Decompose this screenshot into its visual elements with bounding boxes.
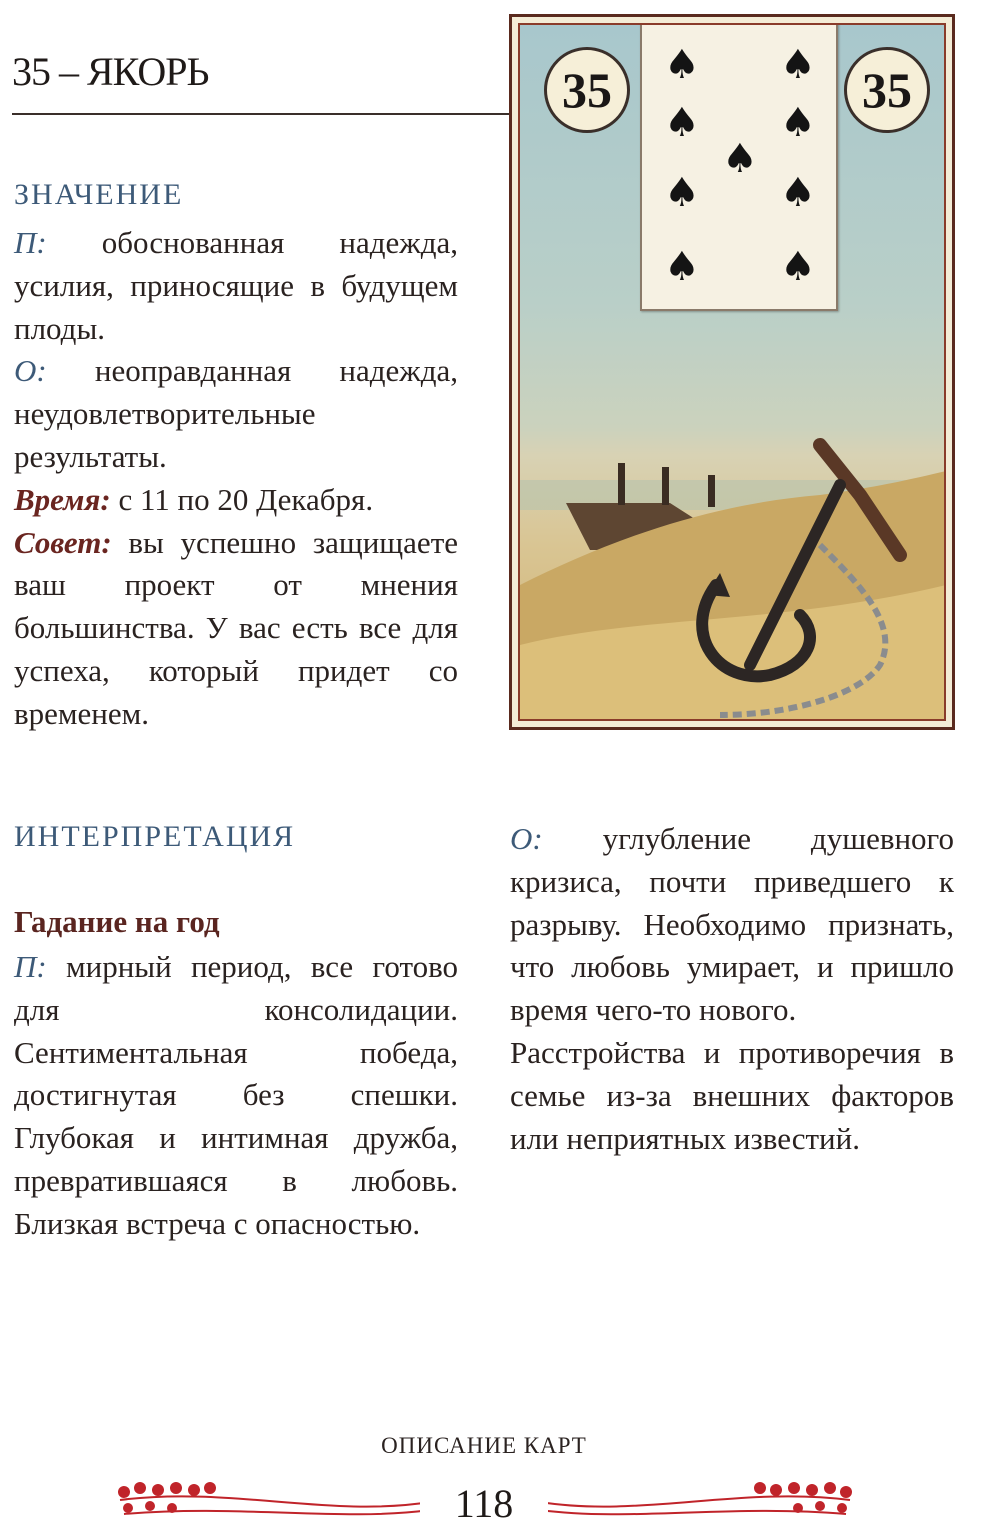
spade-icon: ♠ <box>780 170 816 216</box>
lenormand-card <box>509 14 955 730</box>
spade-icon: ♠ <box>722 136 758 182</box>
negative-text: углубление душевного кризиса, почти приведшего к разрыву. Необходимо признать, что любовь умирает, и пришло время чего-то нового. <box>510 821 954 1028</box>
spade-icon: ♠ <box>664 244 700 290</box>
interpretation-right-column <box>510 818 954 1160</box>
card-illustration <box>518 23 946 721</box>
spade-icon: ♠ <box>664 170 700 216</box>
section-label: ОПИСАНИЕ КАРТ <box>381 1433 587 1458</box>
spade-icon: ♠ <box>780 42 816 88</box>
spade-icon: ♠ <box>780 100 816 146</box>
interpretation-negative <box>510 818 954 1032</box>
interpretation-subheading: Гадание на год <box>14 904 220 939</box>
page-number: 118 <box>420 1482 548 1526</box>
meaning-heading: ЗНАЧЕНИЕ <box>14 178 184 211</box>
playing-card-seven-of-spades <box>640 23 838 311</box>
page-title: 35 – ЯКОРЬ <box>12 49 209 94</box>
spade-icon: ♠ <box>664 42 700 88</box>
time-text: с 11 по 20 Декабря. <box>118 481 374 517</box>
meaning-negative <box>14 350 458 478</box>
positive-label: П: <box>14 225 47 260</box>
positive-label: П: <box>14 949 47 984</box>
negative-label: О: <box>14 353 47 389</box>
spade-icon: ♠ <box>780 244 816 290</box>
interpretation-left-column <box>14 946 458 1246</box>
title-divider <box>12 113 510 115</box>
spade-icon: ♠ <box>664 100 700 146</box>
advice-label: Совет: <box>14 524 112 560</box>
positive-text: обоснованная надежда, усилия, приносящие в будущем плоды. <box>14 225 458 346</box>
negative-text: неоправданная надежда, неудовлетворительные результаты. <box>14 353 458 474</box>
meaning-advice <box>14 522 458 736</box>
positive-text: мирный период, все готово для консолидации. Сентиментальная победа, достигнутая без спешки. Глубокая и интимная дружба, превратившаяся в любовь. Близкая встреча с опасностью. <box>14 949 459 1241</box>
meaning-positive <box>14 222 458 350</box>
time-label: Время: <box>14 481 111 517</box>
negative-label: О: <box>510 821 543 856</box>
interpretation-positive <box>14 946 458 1246</box>
card-number-left: 35 <box>544 47 630 133</box>
advice-text: вы успешно защищаете ваш проект от мнения большинства. У вас есть все для успеха, который придет со временем. <box>14 524 458 731</box>
card-number-right: 35 <box>844 47 930 133</box>
meaning-body <box>14 222 458 736</box>
interpretation-extra: Расстройства и противоречия в семье из-за внешних факторов или неприятных известий. <box>510 1034 954 1156</box>
interpretation-heading: ИНТЕРПРЕТАЦИЯ <box>14 820 296 853</box>
meaning-time <box>14 479 458 522</box>
